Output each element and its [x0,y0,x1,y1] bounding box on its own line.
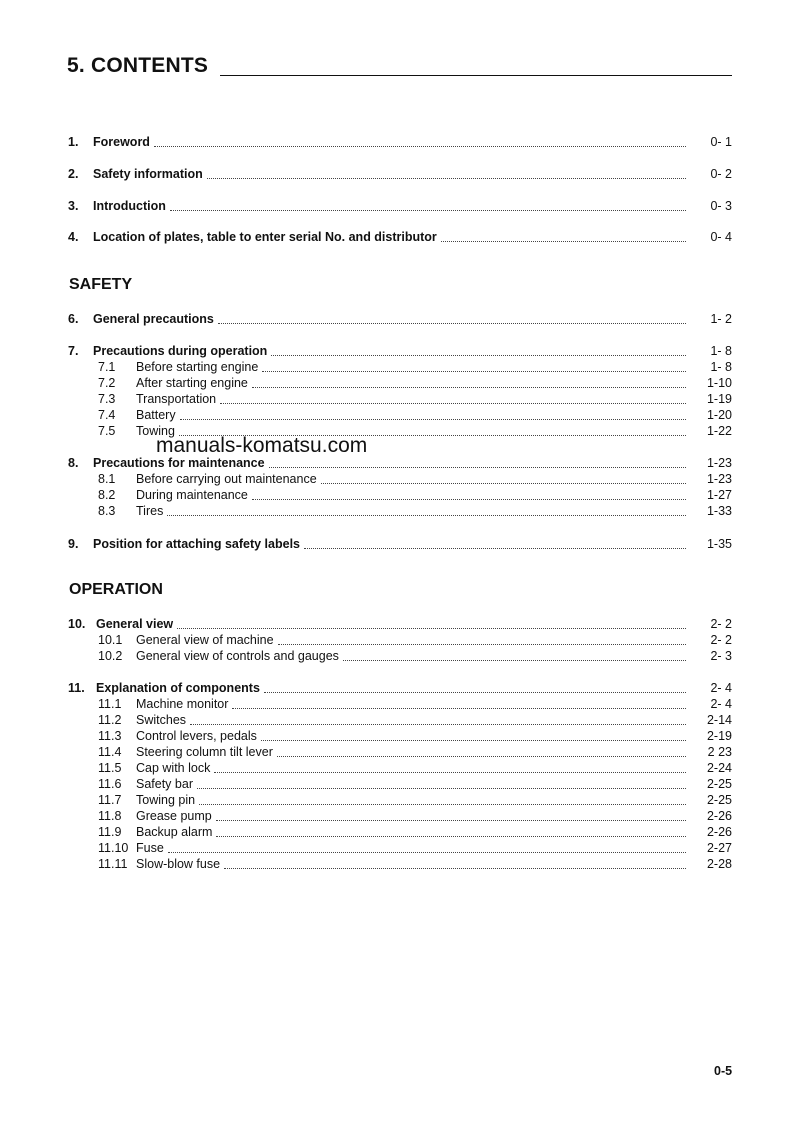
toc-subnumber: 11.6 [98,777,122,791]
page-title: 5. CONTENTS [67,54,209,77]
toc-number: 10. [68,617,86,631]
toc-label: Introduction [93,199,166,213]
toc-subnumber: 10.2 [98,649,123,663]
toc-page: 2-24 [706,761,732,775]
toc-page: 0- 1 [710,135,732,149]
toc-page: 1-23 [706,456,732,470]
toc-subentry[interactable] [68,793,732,808]
toc-page: 2- 4 [710,697,732,711]
toc-page: 2-19 [706,729,732,743]
toc-page: 2- 3 [710,649,732,663]
toc-number: 6. [68,312,79,326]
toc-subnumber: 11.1 [98,697,122,711]
toc-subentry[interactable] [68,376,732,391]
toc-page: 2-14 [706,713,732,727]
toc-subentry[interactable] [68,761,732,776]
toc-page: 0- 4 [710,230,732,244]
leader-dots [269,466,686,468]
toc-subentry[interactable] [68,841,732,856]
toc-number: 7. [68,344,79,358]
toc-label: Control levers, pedals [136,729,257,743]
leader-dots [170,209,686,211]
toc-label: Position for attaching safety labels [93,537,300,551]
toc-subentry[interactable] [68,488,732,503]
toc-page: 1-20 [706,408,732,422]
toc-page: 2-26 [706,825,732,839]
toc-page: 1-35 [706,537,732,551]
toc-label: General view of machine [136,633,274,647]
toc-page: 0- 2 [710,167,732,181]
toc-page: 2- 4 [710,681,732,695]
toc-number: 9. [68,537,79,551]
toc-subnumber: 7.2 [98,376,116,390]
toc-page: 2-25 [706,793,732,807]
toc-subnumber: 11.3 [98,729,122,743]
toc-label: Before starting engine [136,360,259,374]
leader-dots [167,514,686,516]
toc-subentry[interactable] [68,392,732,407]
toc-page: 2-28 [706,857,732,871]
toc-subnumber: 11.8 [98,809,122,823]
toc-number: 3. [68,199,79,213]
toc-entry[interactable] [68,617,732,632]
toc-page: 1- 8 [710,360,732,374]
leader-dots [264,691,686,693]
toc-label: Backup alarm [136,825,213,839]
toc-label: Towing [136,424,175,438]
toc-page: 1-22 [706,424,732,438]
toc-label: Precautions for maintenance [93,456,265,470]
toc-label: Towing pin [136,793,196,807]
toc-number: 11. [68,681,85,695]
toc-subentry[interactable] [68,777,732,792]
toc-page: 2-27 [706,841,732,855]
toc-label: Fuse [136,841,164,855]
toc-entry[interactable] [68,344,732,359]
toc-number: 2. [68,167,79,181]
toc-number: 4. [68,230,79,244]
leader-dots [271,354,686,356]
leader-dots [224,867,686,869]
section-heading-operation: OPERATION [69,581,163,598]
toc-entry[interactable] [68,167,732,182]
toc-page: 2- 2 [710,633,732,647]
toc-page: 1-19 [706,392,732,406]
toc-label: Safety bar [136,777,193,791]
toc-page: 1-33 [706,504,732,518]
toc-label: Slow-blow fuse [136,857,221,871]
toc-page: 2-25 [706,777,732,791]
toc-subentry[interactable] [68,633,732,648]
toc-entry[interactable] [68,199,732,214]
leader-dots [220,402,686,404]
leader-dots [304,547,686,549]
toc-page: 1- 8 [710,344,732,358]
toc-subentry[interactable] [68,697,732,712]
toc-subnumber: 11.2 [98,713,122,727]
toc-page: 2-26 [706,809,732,823]
toc-number: 8. [68,456,79,470]
toc-label: Before carrying out maintenance [136,472,317,486]
page-number: 0-5 [714,1064,733,1078]
toc-subnumber: 8.1 [98,472,116,486]
toc-page: 2- 2 [710,617,732,631]
toc-page: 1-27 [706,488,732,502]
toc-label: Tires [136,504,164,518]
toc-subnumber: 7.3 [98,392,116,406]
toc-label: Cap with lock [136,761,211,775]
toc-label: Foreword [93,135,150,149]
toc-page: 0- 3 [710,199,732,213]
section-heading-safety: SAFETY [69,276,133,293]
leader-dots [262,370,686,372]
leader-dots [218,322,686,324]
toc-entry[interactable] [68,230,732,245]
toc-subentry[interactable] [68,729,732,744]
leader-dots [252,498,686,500]
leader-dots [441,240,686,242]
toc-subnumber: 7.5 [98,424,116,438]
toc-label: During maintenance [136,488,248,502]
toc-subnumber: 8.3 [98,504,116,518]
leader-dots [216,835,686,837]
toc-label: General view [96,617,174,631]
leader-dots [214,771,686,773]
toc-subentry[interactable] [68,360,732,375]
toc-label: General precautions [93,312,214,326]
watermark-text: manuals-komatsu.com [156,434,368,457]
leader-dots [197,787,686,789]
toc-subnumber: 11.10 [98,841,129,855]
toc-label: Transportation [136,392,217,406]
leader-dots [190,723,686,725]
toc-entry[interactable] [68,312,732,327]
toc-subentry[interactable] [68,649,732,664]
toc-subentry[interactable] [68,472,732,487]
toc-entry[interactable] [68,135,732,150]
leader-dots [168,851,686,853]
toc-subnumber: 7.4 [98,408,116,422]
toc-page: 1-23 [706,472,732,486]
title-rule [220,75,732,76]
toc-entry[interactable] [68,537,732,552]
toc-label: Location of plates, table to enter serial No. and distributor [93,230,437,244]
toc-page: 2 23 [707,745,732,759]
toc-label: After starting engine [136,376,248,390]
toc-subnumber: 11.11 [98,857,128,871]
toc-entry[interactable] [68,456,732,471]
toc-subnumber: 7.1 [98,360,116,374]
toc-subnumber: 11.7 [98,793,122,807]
toc-label: Steering column tilt lever [136,745,273,759]
toc-subentry[interactable] [68,713,732,728]
toc-label: Safety information [93,167,203,181]
leader-dots [207,177,686,179]
toc-subentry[interactable] [68,408,732,423]
toc-subnumber: 11.9 [98,825,122,839]
toc-subnumber: 11.5 [98,761,122,775]
toc-subentry[interactable] [68,745,732,760]
toc-entry[interactable] [68,681,732,696]
leader-dots [261,739,686,741]
toc-label: General view of controls and gauges [136,649,339,663]
toc-subnumber: 11.4 [98,745,122,759]
leader-dots [216,819,686,821]
toc-page: 1-10 [706,376,732,390]
leader-dots [252,386,686,388]
leader-dots [199,803,686,805]
toc-label: Battery [136,408,176,422]
toc-label: Machine monitor [136,697,229,711]
leader-dots [180,418,686,420]
toc-subentry[interactable] [68,857,732,872]
leader-dots [321,482,686,484]
toc-subentry[interactable] [68,809,732,824]
toc-label: Grease pump [136,809,212,823]
leader-dots [177,627,686,629]
toc-subentry[interactable] [68,825,732,840]
leader-dots [278,643,686,645]
toc-label: Precautions during operation [93,344,268,358]
leader-dots [232,707,686,709]
toc-label: Explanation of components [96,681,260,695]
leader-dots [277,755,686,757]
toc-number: 1. [68,135,79,149]
toc-subentry[interactable] [68,504,732,519]
toc-subnumber: 8.2 [98,488,116,502]
toc-label: Switches [136,713,187,727]
leader-dots [154,145,686,147]
toc-subnumber: 10.1 [98,633,123,647]
leader-dots [343,659,686,661]
toc-page: 1- 2 [710,312,732,326]
